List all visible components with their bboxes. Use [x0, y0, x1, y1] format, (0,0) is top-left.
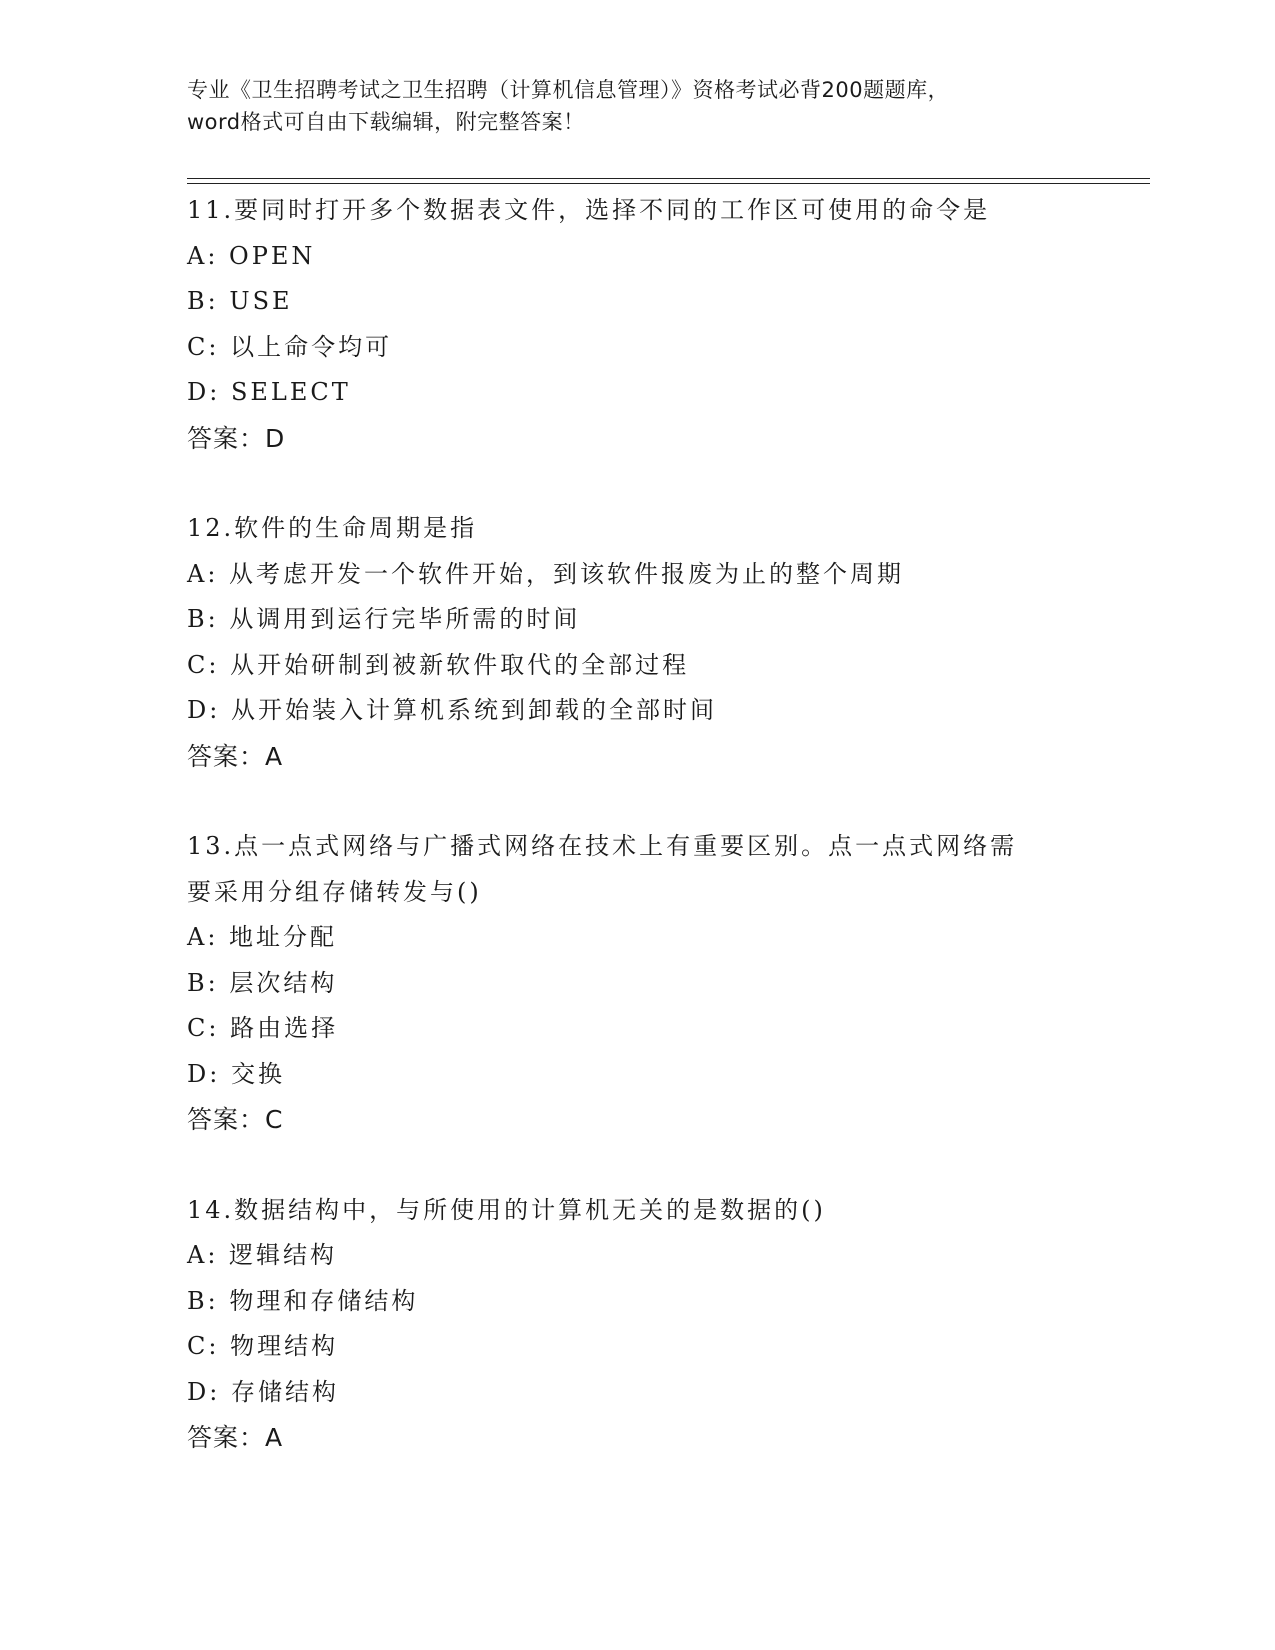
answer-line: 答案：D: [187, 423, 286, 453]
question-13: [187, 824, 1087, 1143]
option-c: C: 以上命令均可: [187, 332, 393, 361]
question-14: [187, 1188, 1087, 1461]
document-header: [187, 74, 1087, 138]
option-b: B: USE: [187, 287, 293, 315]
option-a: A: 逻辑结构: [187, 1241, 338, 1269]
question-stem-line-1: 13.点一点式网络与广播式网络在技术上有重要区别。点一点式网络需: [187, 832, 1018, 860]
header-line-1: 专业《卫生招聘考试之卫生招聘（计算机信息管理）》资格考试必背200题题库，: [187, 78, 950, 102]
option-d: D: 从开始装入计算机系统到卸载的全部时间: [187, 696, 717, 724]
option-c: C: 物理结构: [187, 1332, 339, 1360]
header-double-rule: [187, 178, 1150, 184]
option-a: A: 地址分配: [187, 923, 338, 951]
question-11: [187, 188, 1087, 461]
option-b: B: 层次结构: [187, 968, 338, 997]
question-stem-line-2: 要采用分组存储转发与(): [187, 877, 482, 906]
answer-line: 答案：A: [187, 741, 284, 771]
header-line-2: word格式可自由下载编辑，附完整答案！: [187, 110, 585, 134]
option-a: A: OPEN: [187, 241, 316, 270]
option-d: D: SELECT: [187, 378, 351, 406]
question-list: [187, 188, 1087, 1506]
option-b: B: 从调用到运行完毕所需的时间: [187, 605, 581, 633]
option-c: C: 路由选择: [187, 1014, 339, 1042]
option-c: C: 从开始研制到被新软件取代的全部过程: [187, 650, 690, 679]
question-stem: 11.要同时打开多个数据表文件，选择不同的工作区可使用的命令是: [187, 196, 991, 224]
option-d: D: 存储结构: [187, 1377, 339, 1406]
answer-line: 答案：C: [187, 1105, 284, 1134]
option-b: B: 物理和存储结构: [187, 1286, 419, 1315]
option-d: D: 交换: [187, 1059, 285, 1088]
question-stem: 12.软件的生命周期是指: [187, 514, 478, 542]
question-12: [187, 506, 1087, 779]
option-a: A: 从考虑开发一个软件开始，到该软件报废为止的整个周期: [187, 559, 905, 588]
question-stem: 14.数据结构中，与所使用的计算机无关的是数据的(): [187, 1195, 826, 1224]
answer-line: 答案：A: [187, 1423, 284, 1452]
